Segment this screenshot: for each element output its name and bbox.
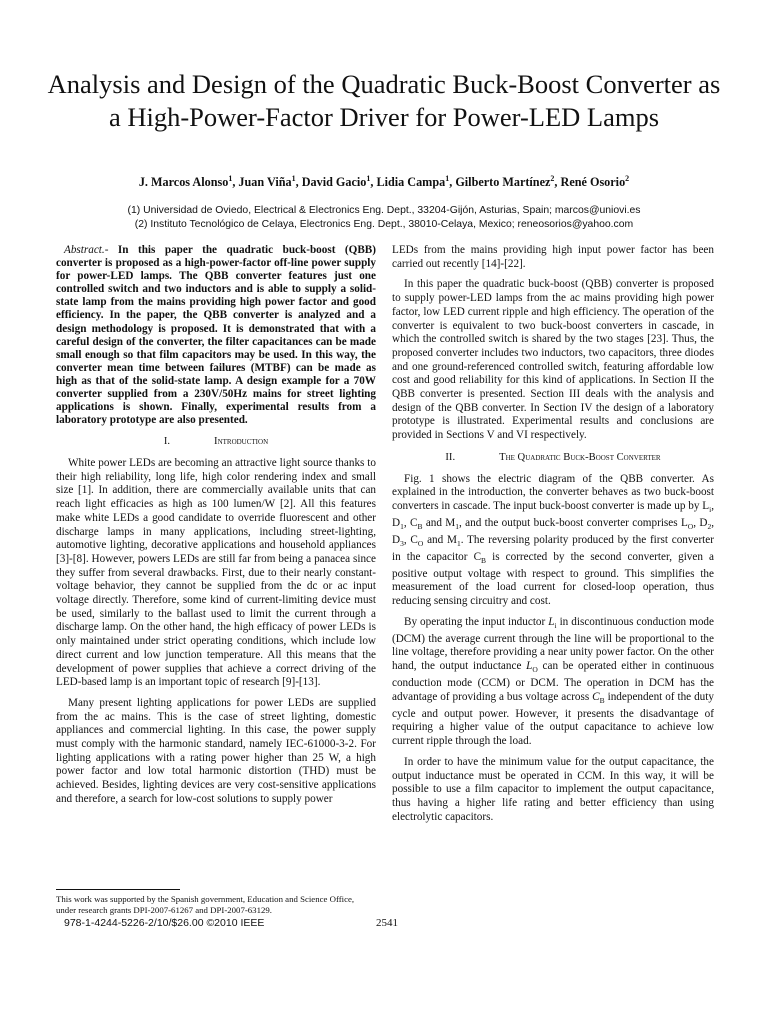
section-heading-introduction: I. Introduction <box>163 436 269 448</box>
author-name: J. Marcos Alonso <box>138 175 229 190</box>
abstract <box>56 244 376 427</box>
paragraph: White power LEDs are becoming an attractive light source thanks to their high reliability, long life, high color rendering index and small size [1]. In addition, there are commercially available units that can reach light efficacies as high as 100 lumen/W [2]. All this features make white LEDs a good candidate to override fluorescent and other discharge lamps in many applications, including street-lighting, automotive lighting, decorative applications and household appliances [3]-[8]. However, powers LEDs are still far from being a panacea since they suffer from several drawbacks. First, due to their nearly constant-voltage behavior, they cannot be supplied from the dc or ac input voltage directly. Therefore, some kind of current-limiting device must be used, similarly to the ballast used to limit the current through a discharge lamp. On the other hand, the high efficacy of power LEDs is only maintained under strict operating conditions, which include low direct current and low junction temperature. All this means that the development of power supplies that achieve a correct driving of the LED-based lamp is an important topic of research [9]-[13]. <box>56 457 376 689</box>
isbn-copyright: 978-1-4244-5226-2/10/$26.00 ©2010 IEEE <box>64 917 265 929</box>
paper-title: Analysis and Design of the Quadratic Buck-Boost Converter as a High-Power-Factor Driver for Power-LED Lamps <box>47 69 721 132</box>
abstract-text: In this paper the quadratic buck-boost (QBB) converter is proposed as a high-power-factor off-line power supply for power-LED lamps. The QBB converter features just one controlled switch and two inductors and is able to supply a solid-state lamp from the mains providing high power factor and good efficiency. In the paper, the QBB converter is analyzed and a design methodology is proposed. It is demonstrated that with a careful design of the converter, the filter capacitances can be made small enough so that film capacitors may be used. In this way, the converter mean time between failures (MTBF) can be made as high as that of the solid-state lamp. A design example for a 70W converter supplied from a 230V/50Hz mains for street lighting applications is shown. Finally, experimental results from a laboratory prototype are also presented. <box>56 244 376 427</box>
paragraph: By operating the input inductor $L_i$ in discontinuous conduction mode (DCM) the average current through the line will be proportional to the line voltage, therefore providing a near unity power factor. On the other hand, the output inductance $L_O$ can be operated either in continuous conduction mode (CCM) or DCM. The operation in DCM has the advantage of providing a bus voltage across $C_B$ independent of the duty cycle and output power. However, it presents the disadvantage of requiring a higher value of the output capacitance to achieve low current ripple through the load. <box>392 615 714 748</box>
author-name: Lidia Campa <box>376 175 446 190</box>
paragraph: In order to have the minimum value for the output capacitance, the output inductance must be operated in CCM. In this way, it will be possible to use a film capacitor to implement the output capacitance, thus having a higher life rating and better efficiency than using electrolytic capacitors. <box>392 755 714 823</box>
right-column <box>392 244 714 831</box>
footnote: This work was supported by the Spanish government, Education and Science Office, under research grants DPI-2007-61267 and DPI-2007-63129. <box>56 894 355 916</box>
affiliations <box>40 204 728 231</box>
page-number: 2541 <box>376 917 398 929</box>
paragraph: In this paper the quadratic buck-boost (QBB) converter is proposed to supply power-LED lamps from the ac mains providing high power factor, low LED current ripple and high efficiency. The operation of the converter is equivalent to two buck-boost converters in cascade, in which the controlled switch is shared by the two stages [23]. Thus, the proposed converter includes two inductors, two capacitors, three diodes and one ground-referenced controlled switch, featuring affordable low cost and good reliability for this kind of applications. In Section II the QBB converter is presented. Section III deals with the analysis and design of the QBB converter. In Section IV the design of a laboratory prototype is illustrated. Experimental results and conclusions are provided in Sections V and VI respectively. <box>392 278 714 442</box>
author-name: Gilberto Martínez <box>455 175 551 190</box>
author-list: J. Marcos Alonso$^1$, Juan Viña$^1$, David Gacio$^1$, Lidia Campa$^1$, Gilberto Martínez$^2$, René Osorio$^2$ <box>138 174 630 190</box>
paragraph: Many present lighting applications for power LEDs are supplied from the ac mains. This is the case of street lighting, domestic appliances and commercial lighting. In this case, the power supply must comply with the harmonic standard, namely IEC-61000-3-2. For lighting applications with a rating power higher than 25 W, a high power factor and low total harmonic distortion (THD) must be achieved. Besides, lighting devices are very cost-sensitive applications and therefore, a search for low-cost solutions to supply power <box>56 696 376 805</box>
abstract-label: Abstract.- <box>64 244 109 256</box>
left-column <box>56 244 376 814</box>
section-heading-qbb: II. The Quadratic Buck-Boost Converter <box>445 451 661 463</box>
affiliation-line: (1) Universidad de Oviedo, Electrical & Electronics Eng. Dept., 33204-Gijón, Asturias, Spain; marcos@uniovi.es <box>127 205 641 216</box>
author-name: René Osorio <box>560 175 626 190</box>
author-name: Juan Viña <box>238 175 292 190</box>
paragraph: Fig. 1 shows the electric diagram of the QBB converter. As explained in the introduction, the converter behaves as two buck-boost converters in cascade. The input buck-boost converter is made up by $L_i$, $D_1$, $C_B$ and $M_1$, and the output buck-boost converter comprises $L_O$, $D_2$, $D_3$, $C_O$ and $M_1$. The reversing polarity produced by the first converter in the capacitor $C_B$ is corrected by the second converter, given a positive output voltage with respect to ground. This simplifies the measurement of the load current for closed-loop operation, thus reducing sensing circuitry and cost. <box>392 472 714 608</box>
paragraph: LEDs from the mains providing high input power factor has been carried out recently [14]-[22]. <box>392 244 714 270</box>
affiliation-line: (2) Instituto Tecnológico de Celaya, Electronics Eng. Dept., 38010-Celaya, Mexico; reneosorios@yahoo.com <box>134 218 634 230</box>
footnote-rule <box>56 889 180 890</box>
author-name: David Gacio <box>301 175 367 190</box>
